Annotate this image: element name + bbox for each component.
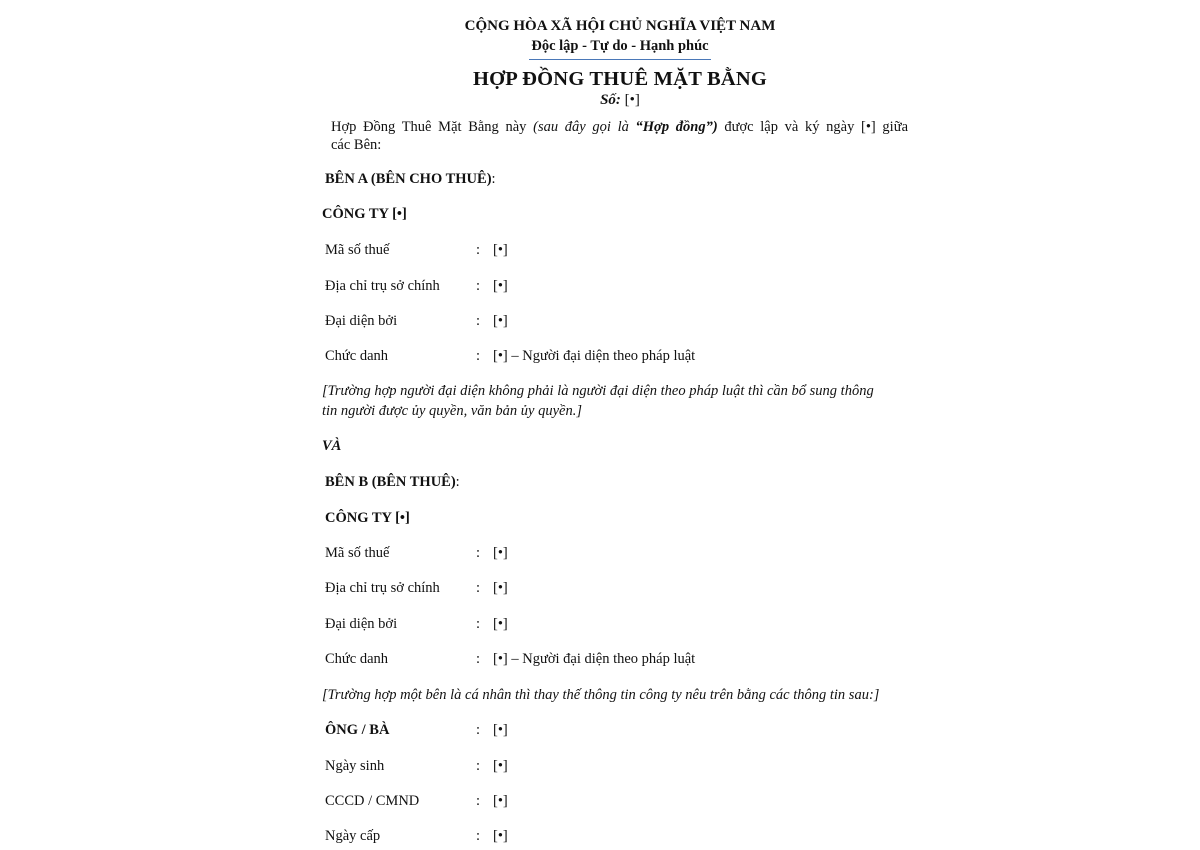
individual-field-label: Ngày cấp <box>325 828 381 844</box>
contract-number <box>0 92 1200 109</box>
party-a-field-label: Chức danh <box>325 348 389 364</box>
field-colon: : <box>476 580 481 596</box>
party-b-field-label: Chức danh <box>325 651 389 667</box>
party-b-heading <box>325 474 460 491</box>
national-header: CỘNG HÒA XÃ HỘI CHỦ NGHĨA VIỆT NAM <box>464 18 776 34</box>
party-a-field-value: [•] <box>493 278 508 294</box>
party-b-company: CÔNG TY [•] <box>325 510 410 526</box>
party-b-field-label: Mã số thuế <box>325 545 390 561</box>
party-a-note-line2: tin người được ủy quyền, văn bản ủy quyền.] <box>322 403 583 419</box>
conjunction: VÀ <box>322 438 342 454</box>
intro-part1: Hợp Đồng Thuê Mặt Bằng này <box>331 119 534 135</box>
field-colon: : <box>476 828 481 844</box>
party-a-field-value: [•] – Người đại diện theo pháp luật <box>493 348 696 364</box>
motto-text: Độc lập - Tự do - Hạnh phúc <box>531 38 709 54</box>
intro-paragraph <box>331 119 908 136</box>
intro-part4: được lập và ký ngày [•] giữa <box>717 119 909 135</box>
party-b-field-label: Đại diện bởi <box>325 616 398 632</box>
individual-field-value: [•] <box>493 722 508 738</box>
intro-line2: các Bên: <box>331 137 382 153</box>
party-a-note-line1: [Trường hợp người đại diện không phải là người đại diện theo pháp luật thì cần bổ sung thông <box>322 383 874 399</box>
field-colon: : <box>476 242 481 258</box>
field-colon: : <box>476 758 481 774</box>
contract-number-value: [•] <box>624 92 640 108</box>
individual-field-value: [•] <box>493 793 508 809</box>
party-a-field-value: [•] <box>493 242 508 258</box>
intro-contract-term: “Hợp đồng”) <box>635 119 718 135</box>
individual-field-label: CCCD / CMND <box>325 793 420 809</box>
party-b-field-value: [•] <box>493 545 508 561</box>
party-a-heading <box>325 171 496 188</box>
party-a-field-label: Đại diện bởi <box>325 313 398 329</box>
national-motto <box>0 38 1200 55</box>
contract-title: HỢP ĐỒNG THUÊ MẶT BẰNG <box>472 68 768 90</box>
individual-name-label: ÔNG / BÀ <box>325 722 390 738</box>
individual-field-value: [•] <box>493 758 508 774</box>
party-b-heading-text: BÊN B (BÊN THUÊ) <box>325 474 456 490</box>
party-a-heading-colon: : <box>491 171 496 187</box>
intro-part2: (sau đây gọi là <box>533 119 636 135</box>
field-colon: : <box>476 616 481 632</box>
party-b-heading-colon: : <box>455 474 460 490</box>
party-a-field-label: Địa chỉ trụ sở chính <box>325 278 440 294</box>
field-colon: : <box>476 313 481 329</box>
party-a-heading-text: BÊN A (BÊN CHO THUÊ) <box>325 171 492 187</box>
individual-field-label: Ngày sinh <box>325 758 385 774</box>
contract-number-label: Số: <box>600 92 621 108</box>
field-colon: : <box>476 793 481 809</box>
field-colon: : <box>476 545 481 561</box>
individual-note: [Trường hợp một bên là cá nhân thì thay thế thông tin công ty nêu trên bằng các thông tin sau:] <box>322 687 880 703</box>
field-colon: : <box>476 722 481 738</box>
field-colon: : <box>476 651 481 667</box>
individual-field-value: [•] <box>493 828 508 844</box>
party-a-company: CÔNG TY [•] <box>322 206 407 222</box>
party-a-field-label: Mã số thuế <box>325 242 390 258</box>
field-colon: : <box>476 348 481 364</box>
party-b-field-value: [•] <box>493 580 508 596</box>
party-b-field-value: [•] <box>493 616 508 632</box>
party-b-field-label: Địa chỉ trụ sở chính <box>325 580 440 596</box>
party-a-field-value: [•] <box>493 313 508 329</box>
field-colon: : <box>476 278 481 294</box>
party-b-field-value: [•] – Người đại diện theo pháp luật <box>493 651 696 667</box>
